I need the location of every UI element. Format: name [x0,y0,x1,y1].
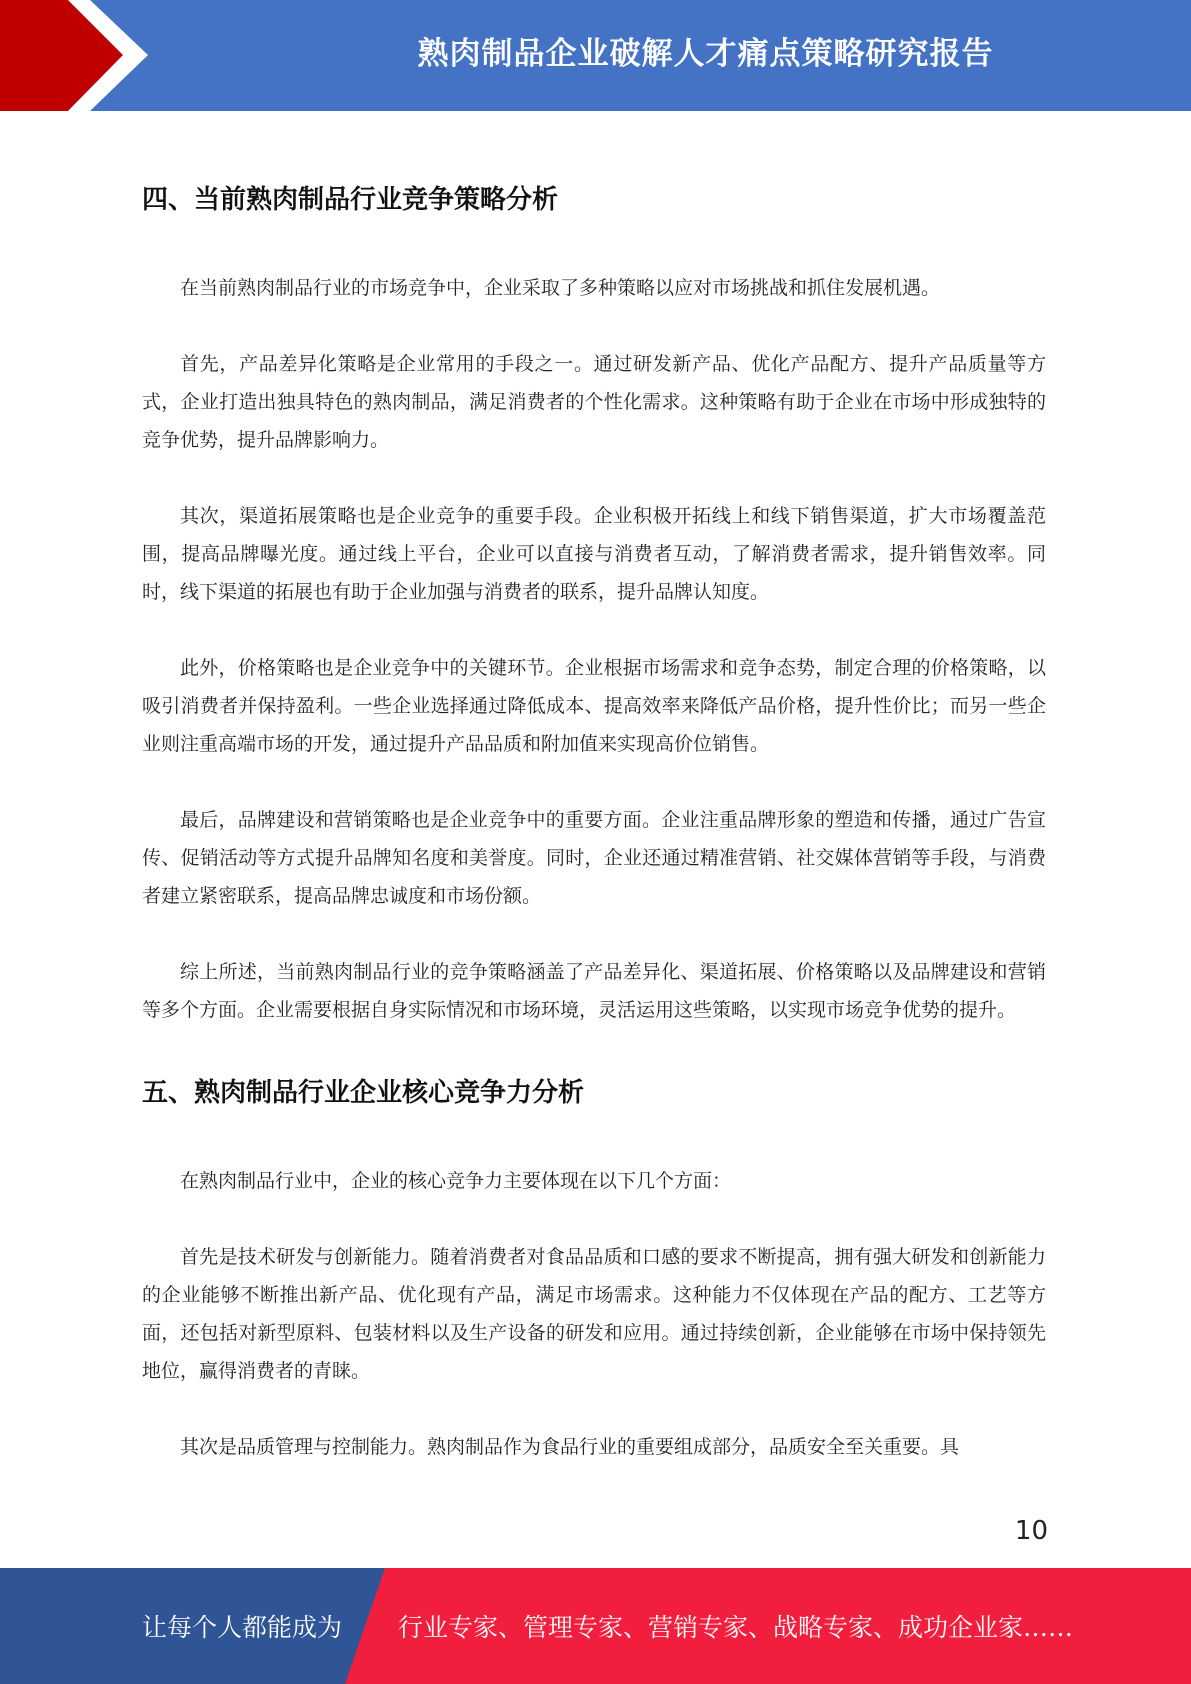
paragraph: 其次是品质管理与控制能力。熟肉制品作为食品行业的重要组成部分，品质安全至关重要。具 [180,1436,960,1458]
report-title: 熟肉制品企业破解人才痛点策略研究报告 [417,35,994,72]
page-footer [0,1568,1191,1684]
paragraph: 在熟肉制品行业中，企业的核心竞争力主要体现在以下几个方面： [180,1170,732,1192]
section-heading-5: 五、熟肉制品行业企业核心竞争力分析 [142,1078,585,1108]
section-heading-4: 四、当前熟肉制品行业竞争策略分析 [142,185,559,215]
paragraph: 其次，渠道拓展策略也是企业竞争的重要手段。企业积极开拓线上和线下销售渠道，扩大市场覆盖范围，提高品牌曝光度。通过线上平台，企业可以直接与消费者互动，了解消费者需求，提升销售效率。同时，线下渠道的拓展也有助于企业加强与消费者的联系，提升品牌认知度。 [142,505,1046,603]
paragraph: 此外，价格策略也是企业竞争中的关键环节。企业根据市场需求和竞争态势，制定合理的价格策略，以吸引消费者并保持盈利。一些企业选择通过降低成本、提高效率来降低产品价格，提升性价比；而另一些企业则注重高端市场的开发，通过提升产品品质和附加值来实现高价位销售。 [142,657,1046,755]
paragraph: 在当前熟肉制品行业的市场竞争中，企业采取了多种策略以应对市场挑战和抓住发展机遇。 [180,277,941,299]
header-chevron-decoration [0,0,160,111]
footer-slogan-right: 行业专家、管理专家、营销专家、战略专家、成功企业家…… [398,1613,1074,1642]
main-content [142,170,1046,1466]
paragraph: 首先是技术研发与创新能力。随着消费者对食品品质和口感的要求不断提高，拥有强大研发和创新能力的企业能够不断推出新产品、优化现有产品，满足市场需求。这种能力不仅体现在产品的配方、工艺等方面，还包括对新型原料、包装材料以及生产设备的研发和应用。通过持续创新，企业能够在市场中保持领先地位，赢得消费者的青睐。 [142,1246,1046,1382]
page-number: 10 [1014,1516,1048,1546]
footer-slogan-left: 让每个人都能成为 [142,1613,343,1642]
paragraph: 首先，产品差异化策略是企业常用的手段之一。通过研发新产品、优化产品配方、提升产品质量等方式，企业打造出独具特色的熟肉制品，满足消费者的个性化需求。这种策略有助于企业在市场中形成独特的竞争优势，提升品牌影响力。 [142,353,1046,451]
paragraph: 最后，品牌建设和营销策略也是企业竞争中的重要方面。企业注重品牌形象的塑造和传播，通过广告宣传、促销活动等方式提升品牌知名度和美誉度。同时，企业还通过精准营销、社交媒体营销等手段，与消费者建立紧密联系，提高品牌忠诚度和市场份额。 [142,809,1046,907]
page-header [0,0,1191,111]
paragraph: 综上所述，当前熟肉制品行业的竞争策略涵盖了产品差异化、渠道拓展、价格策略以及品牌建设和营销等多个方面。企业需要根据自身实际情况和市场环境，灵活运用这些策略，以实现市场竞争优势的提升。 [142,961,1046,1021]
